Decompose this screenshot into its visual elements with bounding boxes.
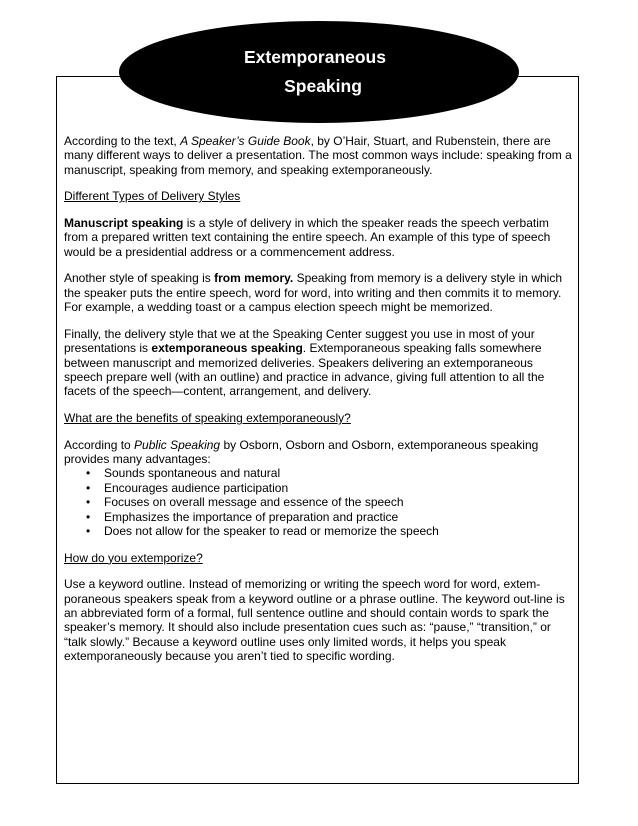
benefits-intro-text: According to [64,437,135,452]
manuscript-text: is a style of delivery in which the speaker reads the speech verbatim from a prepared written text containing the entire speech. An example of this type of speech would be a presidential address or a commencement address. [64,216,551,259]
extemporaneous-paragraph [64,327,574,399]
section-heading-benefits: What are the benefits of speaking extemporaneously? [64,411,351,426]
benefits-intro-text-continued: by Osborn, Osborn and Osborn, extemporaneous speaking provides many advantages: [64,437,539,467]
extemp-text-intro: Finally, the delivery style that we at the Speaking Center suggest you use in most of your presentations is [64,326,535,356]
memory-text: Speaking from memory is a delivery style in which the speaker puts the entire speech, word for word, into writing and then commits it to memory. For example, a wedding toast or a campus election speech might be memorized. [64,271,562,315]
list-item: • Emphasizes the importance of preparation and practice [64,510,574,524]
list-item: • Sounds spontaneous and natural [64,466,574,480]
manuscript-paragraph [64,216,574,259]
memory-term: from memory. [214,271,294,286]
benefits-list [64,466,574,538]
manuscript-term: Manuscript speaking [64,216,184,230]
benefits-book-title: Public Speaking [134,437,221,452]
title-line-1: Extemporaneous [244,47,386,67]
intro-text: According to the text, [64,134,181,148]
list-item: • Encourages audience participation [64,481,574,495]
section-heading-extemporize: How do you extemporize? [64,550,203,565]
list-item: • Focuses on overall message and essence of the speech [64,495,574,509]
extemp-term: extemporaneous speaking [151,341,303,356]
title-line-2: Speaking [284,76,362,96]
section-heading-delivery-styles: Different Types of Delivery Styles [64,189,241,204]
title-oval [119,21,519,123]
book-title: A Speaker’s Guide Book [180,134,311,148]
benefits-intro-paragraph [64,438,574,467]
howto-paragraph: Use a keyword outline. Instead of memorizing or writing the speech word for word, extem-poraneous speakers speak from a keyword outline or a phrase outline. The keyword out-line is an abbreviated form of a formal, full sentence outline and should contain words to spark the speaker’s memory. It should also include presentation cues such as: “pause,” “transition,” or “talk slowly.” Because a keyword outline uses only limited words, it helps you speak extemporaneously because you aren’t tied to specific wording. [64,577,565,664]
intro-text-continued: , by O’Hair, Stuart, and Rubenstein, there are many different ways to deliver a presentation. The most common ways include: speaking from a manuscript, speaking from memory, and speaking extemporaneously. [64,134,572,177]
document-body [64,134,574,676]
list-item: • Does not allow for the speaker to read or memorize the speech [64,524,574,538]
memory-text-intro: Another style of speaking is [64,271,215,286]
intro-paragraph [64,134,574,177]
memory-paragraph [64,271,574,314]
extemp-text: . Extemporaneous speaking falls somewhere between manuscript and memorized deliveries. Speakers delivering an extemporaneous speech prepare well (with an outline) and practice in advance, giving full attention to all the facets of the speech—content, arrangement, and delivery. [64,341,545,399]
